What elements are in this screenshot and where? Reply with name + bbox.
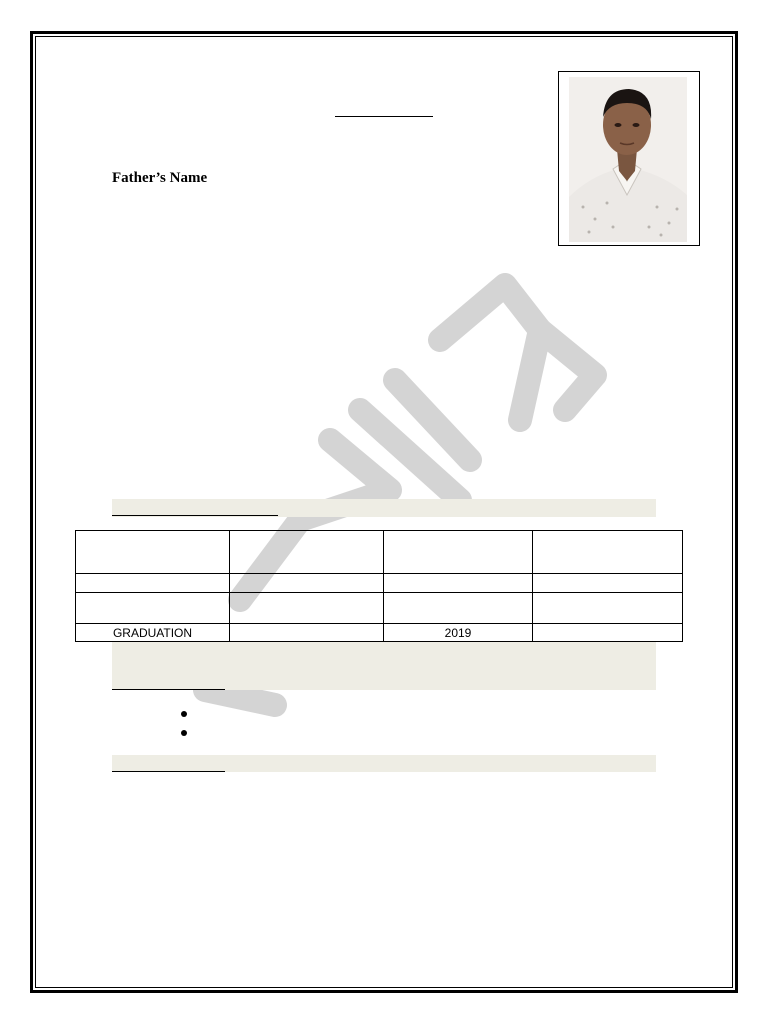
table-cell [230,574,384,593]
list-bullet [181,730,187,736]
table-row [76,531,683,574]
declaration-section-band [112,755,656,772]
table-row [76,624,683,642]
profile-photo [558,71,700,246]
skills-heading-underline [112,689,225,690]
name-title-underline [335,116,433,117]
table-cell [76,593,230,624]
table-cell: GRADUATION [76,624,230,642]
table-cell [384,593,533,624]
father-name-label: Father’s Name [112,170,208,186]
table-row [76,574,683,593]
table-cell [76,574,230,593]
table-cell [230,624,384,642]
table-cell: 2019 [384,624,533,642]
table-cell [76,531,230,574]
declaration-heading-underline [112,771,225,772]
skills-section-band [112,642,656,690]
education-table [75,530,683,642]
table-cell [533,574,683,593]
list-bullet [181,711,187,717]
table-cell [230,531,384,574]
table-cell [533,531,683,574]
table-cell [230,593,384,624]
table-cell [384,574,533,593]
education-heading-underline [112,515,278,516]
table-cell [533,593,683,624]
table-cell [533,624,683,642]
table-cell [384,531,533,574]
table-row [76,593,683,624]
